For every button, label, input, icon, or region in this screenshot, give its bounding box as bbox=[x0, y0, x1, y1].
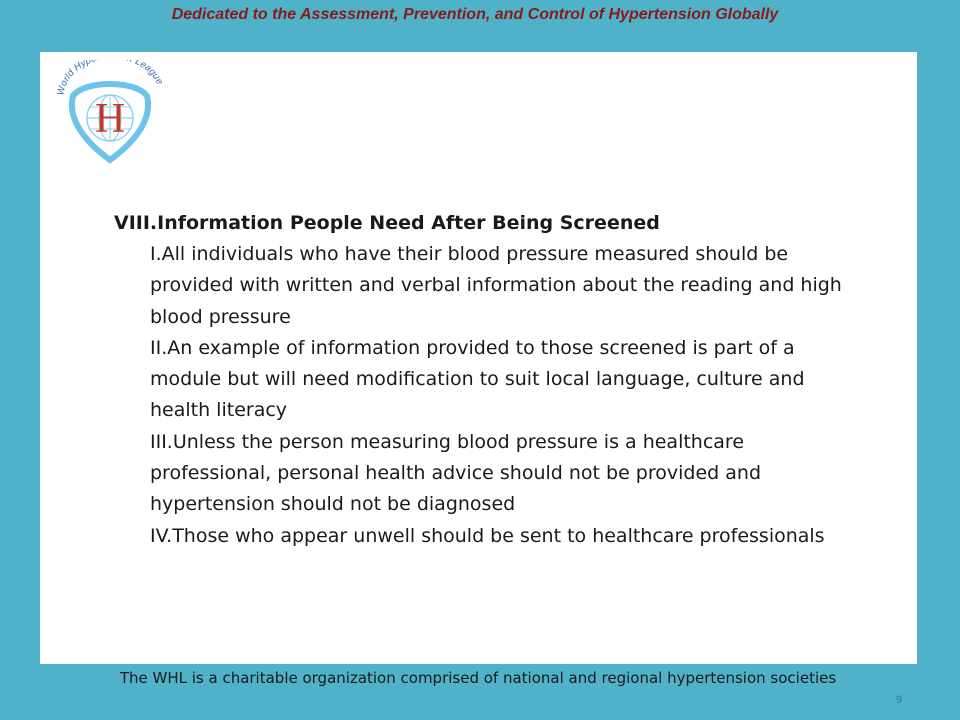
list-item: III.Unless the person measuring blood pressure is a healthcare professional, personal health advice should not be provided and hypertension should not be diagnosed bbox=[150, 430, 762, 516]
section-heading: VIII.Information People Need After Being Screened bbox=[114, 212, 660, 234]
footer-text: The WHL is a charitable organization comprised of national and regional hypertension societies bbox=[119, 669, 837, 687]
list-item: I.All individuals who have their blood pressure measured should be provided with written and verbal information about the reading and high blood pressure bbox=[150, 243, 842, 328]
whl-logo-graphic bbox=[54, 60, 168, 164]
whl-logo bbox=[54, 60, 168, 164]
point-list bbox=[114, 239, 844, 552]
list-item: IV.Those who appear unwell should be sent to healthcare professionals bbox=[150, 524, 825, 547]
list-item: II.An example of information provided to those screened is part of a module but will need modification to suit local language, culture and health literacy bbox=[150, 336, 805, 422]
slide-panel bbox=[40, 52, 917, 664]
logo-arc-text: World Hyp League bbox=[55, 60, 166, 97]
logo-emblem-letter: H bbox=[94, 96, 126, 142]
slide-content bbox=[114, 208, 844, 552]
page-number: 9 bbox=[896, 694, 903, 706]
header-tagline: Dedicated to the Assessment, Prevention, and Control of Hypertension Globally bbox=[171, 6, 779, 23]
